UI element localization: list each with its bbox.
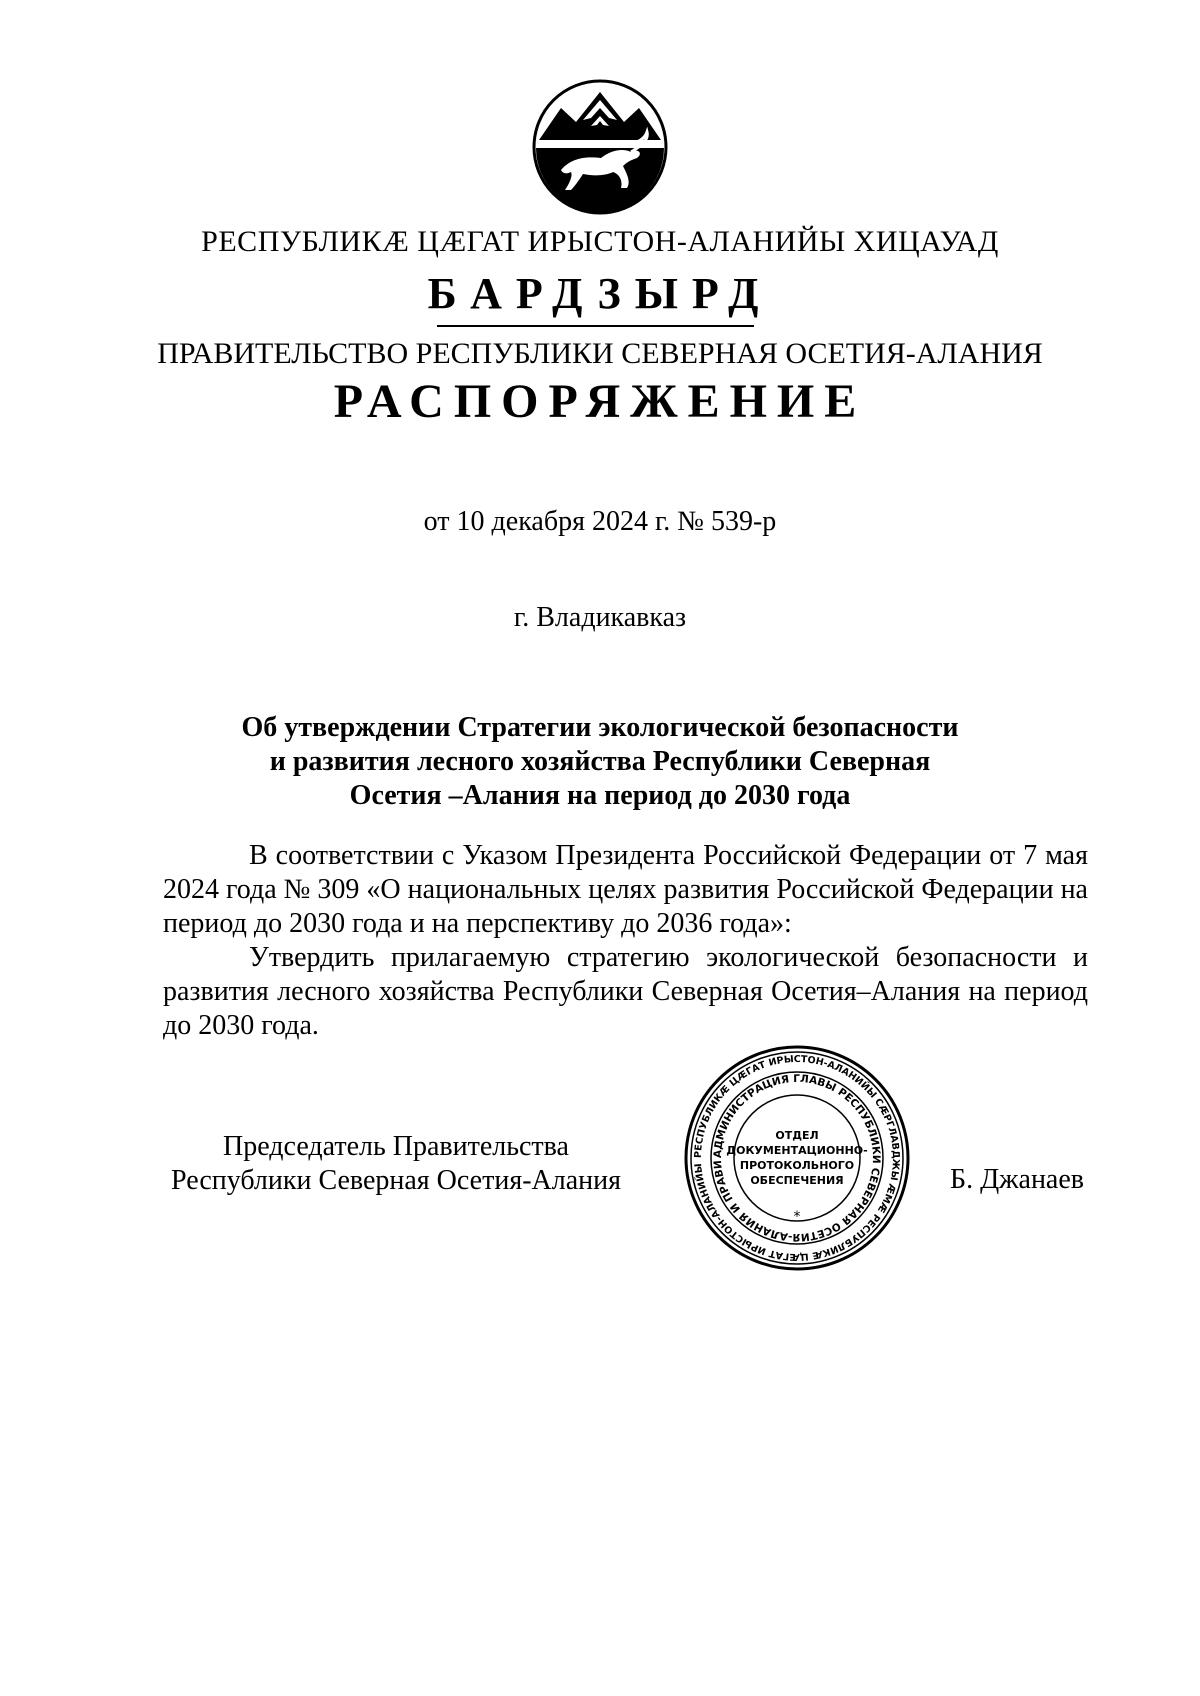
signatory-position <box>163 1130 629 1198</box>
svg-text:*: * <box>793 1209 801 1225</box>
document-title <box>0 711 1200 813</box>
coat-of-arms-icon <box>531 78 669 216</box>
signatory-position-line: Председатель Правительства <box>223 1131 569 1162</box>
signatory-position-line: Республики Северная Осетия-Алания <box>171 1165 621 1196</box>
russian-government-name: ПРАВИТЕЛЬСТВО РЕСПУБЛИКИ СЕВЕРНАЯ ОСЕТИЯ-АЛАНИЯ <box>157 337 1043 370</box>
body-paragraph-preamble: В соответствии с Указом Президента Российской Федерации от 7 мая 2024 года № 309 «О национальных целях развития Российской Федерации на период до 2030 года и на перспективу до 2036 года»: <box>163 840 1088 939</box>
stamp-center-line: ПРОТОКОЛЬНОГО <box>739 1159 855 1172</box>
ossetian-document-type: БАРДЗЫРД <box>427 269 773 318</box>
title-line: и развития лесного хозяйства Республики Северная <box>269 746 931 777</box>
document-date-number: от 10 декабря 2024 г. № 539-р <box>423 506 777 537</box>
document-body <box>163 839 1088 1043</box>
title-line: Осетия –Алания на период до 2030 года <box>349 780 851 811</box>
signatory-name: Б. Джанаев <box>950 1164 1085 1195</box>
header-divider <box>437 325 754 327</box>
document-city: г. Владикавказ <box>513 602 687 633</box>
official-stamp-icon <box>682 1043 912 1273</box>
russian-document-type: РАСПОРЯЖЕНИЕ <box>333 375 867 428</box>
ossetian-government-name: РЕСПУБЛИКÆ ЦÆГАТ ИРЫСТОН-АЛАНИЙЫ ХИЦАУАД <box>201 225 999 258</box>
stamp-center-line: ДОКУМЕНТАЦИОННО- <box>726 1144 868 1157</box>
stamp-outer-ring-text: РЕСПУБЛИКÆ ЦÆГАТ ИРЫСТОН-АЛАНИЙЫ СÆРГЛАВДЖЫ ÆМÆ РЕСПУБЛИКÆ ЦÆГАТ ИРЫСТОН-АЛАНИЙЫ <box>692 1053 902 1263</box>
body-paragraph-resolution: Утвердить прилагаемую стратегию экологической безопасности и развития лесного хозяйства Республики Северная Осетия–Алания на период до 2030 года. <box>163 942 1088 1041</box>
stamp-center-line: ОБЕСПЕЧЕНИЯ <box>750 1174 844 1187</box>
title-line: Об утверждении Стратегии экологической безопасности <box>241 712 959 743</box>
stamp-middle-ring-text: АДМИНИСТРАЦИЯ ГЛАВЫ РЕСПУБЛИКИ СЕВЕРНАЯ ОСЕТИЯ-АЛАНИЯ И ПРАВИ <box>711 1072 883 1244</box>
stamp-center-line: ОТДЕЛ <box>775 1129 819 1142</box>
